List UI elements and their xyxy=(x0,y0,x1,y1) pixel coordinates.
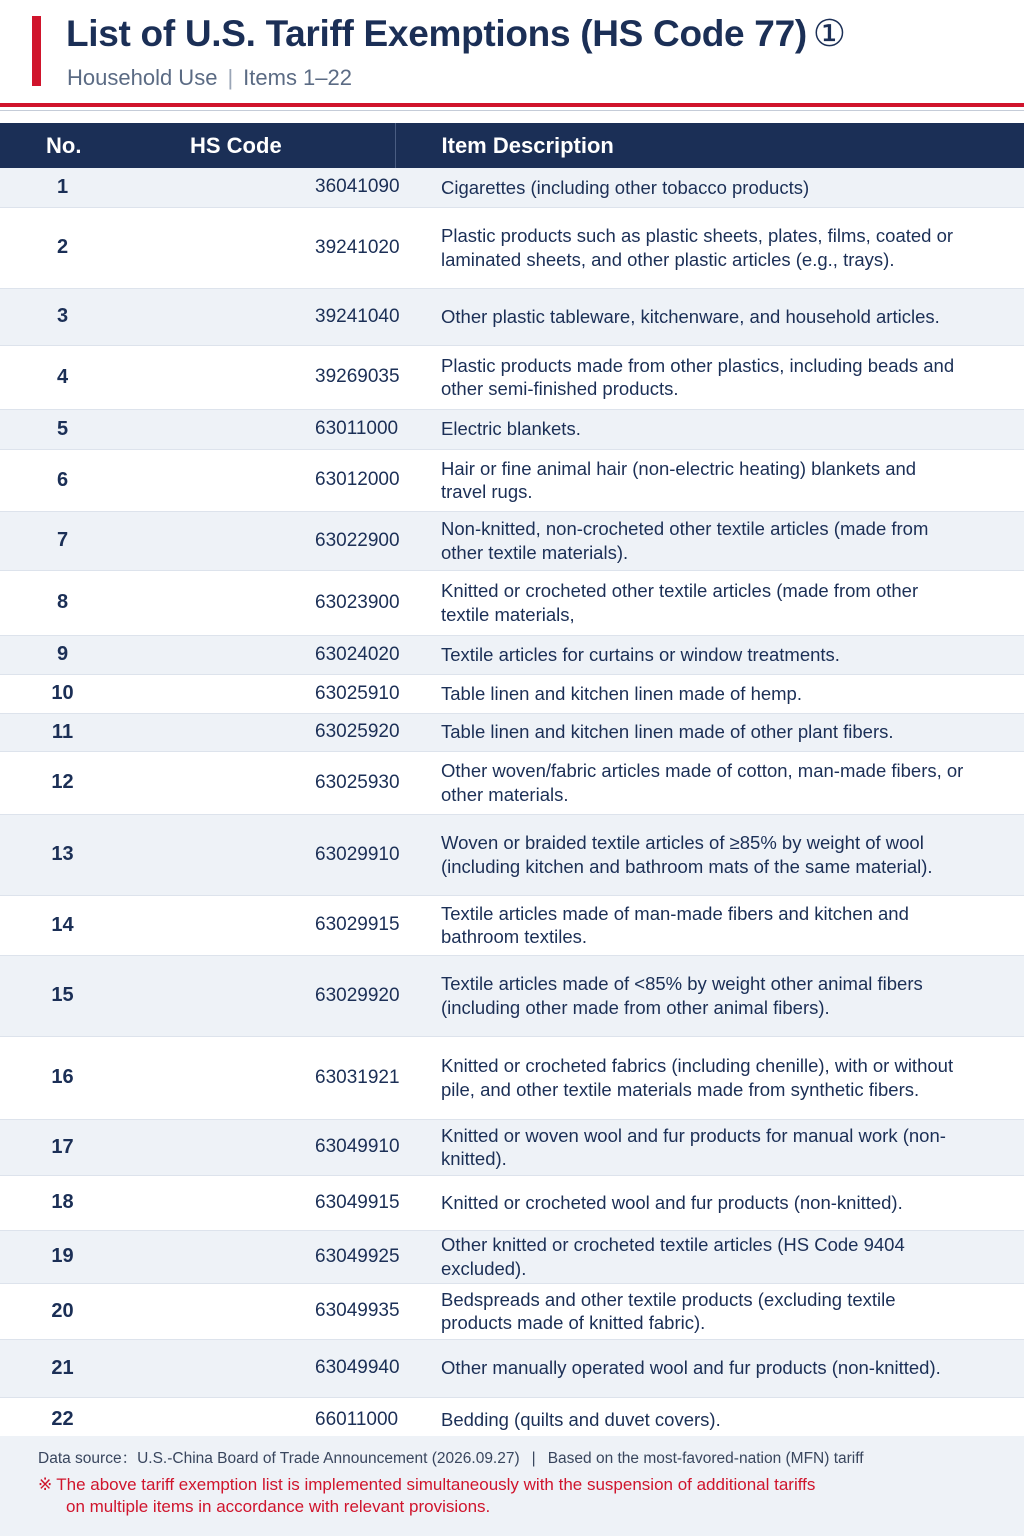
table-row xyxy=(0,895,1024,955)
item-description-cell: Plastic products such as plastic sheets, plates, films, coated or laminated sheets, and other plastic articles (e.g., trays). xyxy=(395,207,1024,288)
note-line-2: on multiple items in accordance with relevant provisions. xyxy=(66,1497,491,1516)
row-number: 16 xyxy=(0,1036,125,1119)
hs-code-cell: 66011000 xyxy=(125,1397,395,1442)
hs-code-cell: 63025920 xyxy=(125,713,395,751)
item-description-cell: Knitted or crocheted fabrics (including chenille), with or without pile, and other textile materials made from synthetic fibers. xyxy=(395,1036,1024,1119)
row-number: 2 xyxy=(0,207,125,288)
hs-code-cell: 63024020 xyxy=(125,635,395,674)
column-header-hs-code: HS Code xyxy=(190,132,282,158)
row-number: 6 xyxy=(0,449,125,511)
item-description-cell: Cigarettes (including other tobacco products) xyxy=(395,168,1024,207)
item-description-cell: Other manually operated wool and fur products (non-knitted). xyxy=(395,1339,1024,1397)
row-number: 18 xyxy=(0,1175,125,1230)
item-description-cell: Table linen and kitchen linen made of hemp. xyxy=(395,674,1024,713)
table-row xyxy=(0,168,1024,207)
hs-code-cell: 39269035 xyxy=(125,345,395,409)
item-description-cell: Woven or braided textile articles of ≥85% by weight of wool (including kitchen and bathroom mats of the same material). xyxy=(395,814,1024,895)
table-header-row xyxy=(0,123,1024,168)
subtitle-range: Items 1–22 xyxy=(243,65,352,90)
hs-code-cell: 39241020 xyxy=(125,207,395,288)
item-description-cell: Knitted or crocheted other textile articles (made from other textile materials, xyxy=(395,570,1024,635)
table-row xyxy=(0,955,1024,1036)
item-description-cell: Other knitted or crocheted textile articles (HS Code 9404 excluded). xyxy=(395,1230,1024,1283)
hs-code-cell: 63025910 xyxy=(125,674,395,713)
row-number: 14 xyxy=(0,895,125,955)
header-divider-red xyxy=(0,103,1024,107)
table-row xyxy=(0,288,1024,345)
column-header-no: No. xyxy=(46,132,82,158)
data-source-text: Data source：U.S.-China Board of Trade Announcement (2026.09.27) xyxy=(38,1450,520,1467)
table-row xyxy=(0,674,1024,713)
row-number: 21 xyxy=(0,1339,125,1397)
item-description-cell: Knitted or crocheted wool and fur products (non-knitted). xyxy=(395,1175,1024,1230)
header-divider-grey xyxy=(0,110,1024,111)
table-row xyxy=(0,570,1024,635)
hs-code-cell: 63049935 xyxy=(125,1283,395,1339)
hs-code-cell: 63029910 xyxy=(125,814,395,895)
row-number: 4 xyxy=(0,345,125,409)
item-description-cell: Other plastic tableware, kitchenware, and household articles. xyxy=(395,288,1024,345)
row-number: 19 xyxy=(0,1230,125,1283)
table-row xyxy=(0,1339,1024,1397)
item-description-cell: Electric blankets. xyxy=(395,409,1024,449)
row-number: 7 xyxy=(0,511,125,570)
table-row xyxy=(0,814,1024,895)
hs-code-cell: 36041090 xyxy=(125,168,395,207)
hs-code-cell: 63031921 xyxy=(125,1036,395,1119)
data-source-line xyxy=(38,1446,864,1468)
table-row xyxy=(0,635,1024,674)
note-line-1 xyxy=(38,1474,938,1496)
hs-code-cell: 63022900 xyxy=(125,511,395,570)
hs-code-cell: 63011000 xyxy=(125,409,395,449)
data-source-separator: | xyxy=(531,1450,536,1467)
subtitle-category: Household Use xyxy=(67,65,218,90)
column-header-description: Item Description xyxy=(395,123,1024,168)
row-number: 3 xyxy=(0,288,125,345)
page-header xyxy=(0,0,1024,100)
row-number: 5 xyxy=(0,409,125,449)
page-subtitle xyxy=(67,65,352,91)
page-footer xyxy=(0,1436,1024,1536)
item-description-cell: Textile articles for curtains or window treatments. xyxy=(395,635,1024,674)
hs-code-cell: 63049940 xyxy=(125,1339,395,1397)
item-description-cell: Non-knitted, non-crocheted other textile articles (made from other textile materials). xyxy=(395,511,1024,570)
table-row xyxy=(0,1283,1024,1339)
exemption-note xyxy=(38,1474,938,1518)
item-description-cell: Hair or fine animal hair (non-electric heating) blankets and travel rugs. xyxy=(395,449,1024,511)
table-row xyxy=(0,207,1024,288)
tariff-exemption-table xyxy=(0,123,1024,1443)
item-description-cell: Bedspreads and other textile products (excluding textile products made of knitted fabric). xyxy=(395,1283,1024,1339)
table-body xyxy=(0,168,1024,1442)
item-description-cell: Bedding (quilts and duvet covers). xyxy=(395,1397,1024,1442)
row-number: 20 xyxy=(0,1283,125,1339)
subtitle-separator: | xyxy=(227,65,234,90)
row-number: 13 xyxy=(0,814,125,895)
item-description-cell: Table linen and kitchen linen made of other plant fibers. xyxy=(395,713,1024,751)
hs-code-cell: 63012000 xyxy=(125,449,395,511)
table-row xyxy=(0,449,1024,511)
title-accent-bar xyxy=(32,16,41,86)
table-row xyxy=(0,345,1024,409)
row-number: 12 xyxy=(0,751,125,814)
hs-code-cell: 63029915 xyxy=(125,895,395,955)
table-row xyxy=(0,409,1024,449)
item-description-cell: Textile articles made of <85% by weight other animal fibers (including other made from other animal fibers). xyxy=(395,955,1024,1036)
note-line-1-text: The above tariff exemption list is implemented simultaneously with the suspension of additional tariffs xyxy=(56,1475,816,1494)
item-description-cell: Knitted or woven wool and fur products for manual work (non-knitted). xyxy=(395,1119,1024,1175)
table-row xyxy=(0,1036,1024,1119)
page-title xyxy=(66,12,846,55)
hs-code-cell: 63029920 xyxy=(125,955,395,1036)
table-row xyxy=(0,751,1024,814)
hs-code-cell: 63049910 xyxy=(125,1119,395,1175)
table-row xyxy=(0,511,1024,570)
hs-code-cell: 63049915 xyxy=(125,1175,395,1230)
hs-code-cell: 63023900 xyxy=(125,570,395,635)
row-number: 11 xyxy=(0,713,125,751)
hs-code-cell: 63025930 xyxy=(125,751,395,814)
item-description-cell: Textile articles made of man-made fibers and kitchen and bathroom textiles. xyxy=(395,895,1024,955)
hs-code-cell: 63049925 xyxy=(125,1230,395,1283)
note-mark: ※ xyxy=(38,1475,53,1494)
row-number: 15 xyxy=(0,955,125,1036)
row-number: 8 xyxy=(0,570,125,635)
item-description-cell: Other woven/fabric articles made of cotton, man-made fibers, or other materials. xyxy=(395,751,1024,814)
table-row xyxy=(0,1230,1024,1283)
table-row xyxy=(0,713,1024,751)
row-number: 10 xyxy=(0,674,125,713)
row-number: 22 xyxy=(0,1397,125,1442)
row-number: 9 xyxy=(0,635,125,674)
table-row xyxy=(0,1175,1024,1230)
page-title-text: List of U.S. Tariff Exemptions (HS Code 77) xyxy=(66,13,807,54)
table-row xyxy=(0,1119,1024,1175)
data-source-basis: Based on the most-favored-nation (MFN) tariff xyxy=(547,1450,864,1467)
row-number: 17 xyxy=(0,1119,125,1175)
hs-code-cell: 39241040 xyxy=(125,288,395,345)
row-number: 1 xyxy=(0,168,125,207)
circled-one-mark: ① xyxy=(812,13,846,54)
item-description-cell: Plastic products made from other plastics, including beads and other semi-finished products. xyxy=(395,345,1024,409)
